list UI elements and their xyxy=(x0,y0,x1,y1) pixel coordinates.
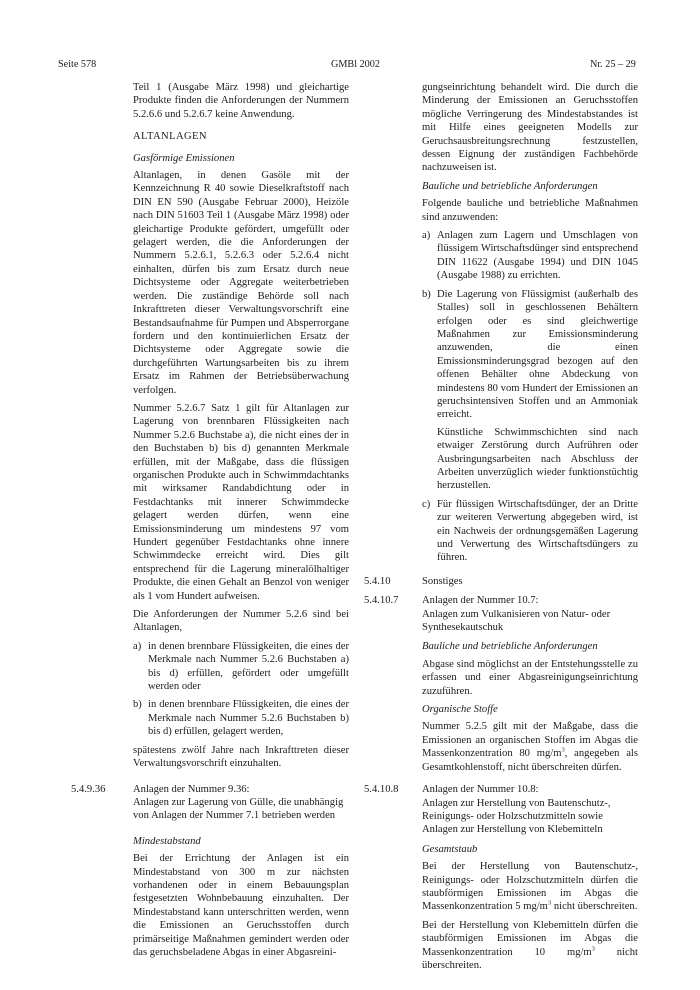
superscript: 3 xyxy=(561,746,565,754)
list-item xyxy=(422,229,638,283)
list-item xyxy=(422,498,638,565)
list-label: c) xyxy=(422,498,431,510)
text-run: nicht überschreiten. xyxy=(551,901,638,913)
heading-organische-stoffe: Organische Stoffe xyxy=(422,704,498,716)
paragraph: Teil 1 (Ausgabe März 1998) und gleichartige Produkte finden die Anforderungen der Nummern 5.2.6.6 und 5.2.6.7 keine Anwendung. xyxy=(133,82,349,120)
section-5-4-10 xyxy=(364,575,638,588)
list-item xyxy=(422,288,638,493)
section-number: 5.4.10.7 xyxy=(364,595,399,607)
paragraph xyxy=(422,860,638,914)
section-subtitle: Anlagen zur Herstellung von Bautenschutz-, Reinigungs- oder Holzschutzmitteln sowie Anlagen zur Herstellung von Klebemitteln xyxy=(422,797,611,836)
list-text: in denen brennbare Flüssigkeiten, die eines der Merkmale nach Nummer 5.2.6 Buchstaben a) bis d) erfüllen, gefördert oder umgefüllt werden oder xyxy=(148,640,349,693)
paragraph xyxy=(422,720,638,774)
text-run: , angegeben als Gesamtkohlenstoff, nicht überschreiten dürfen. xyxy=(422,748,638,773)
section-subtitle: Anlagen zur Lagerung von Gülle, die unabhängig von Anlagen der Nummer 7.1 betrieben werden xyxy=(133,796,344,822)
list-label: a) xyxy=(133,640,142,652)
list-text: Für flüssigen Wirtschaftsdünger, der an Dritte zur weiteren Verwertung abgegeben wird, ist ein Nachweis der ordnungsgemäßen Lagerung und Verwertung des Wirtschaftsdüngers zu führen. xyxy=(437,498,638,564)
text-run: Nummer 5.2.5 gilt mit der Maßgabe, dass die Emissionen an organischen Stoffen im Abgas die Massenkonzentration 80 mg/m xyxy=(422,721,638,760)
section-title: Anlagen der Nummer 10.7: xyxy=(422,595,539,607)
list-text: in denen brennbare Flüssigkeiten, die eines der Merkmale nach Nummer 5.2.6 Buchstaben b) bis d) erfüllen, gelagert werden, xyxy=(148,699,349,738)
section-5-4-10-8 xyxy=(364,783,638,837)
header-page-number: Seite 578 xyxy=(58,59,97,70)
list-label: a) xyxy=(422,230,431,242)
paragraph: Folgende bauliche und betriebliche Maßnahmen sind anzuwenden: xyxy=(422,198,638,223)
superscript: 3 xyxy=(591,945,595,953)
paragraph: spätestens zwölf Jahre nach Inkrafttreten dieser Verwaltungsvorschrift einzuhalten. xyxy=(133,744,349,770)
paragraph: Bei der Errichtung der Anlagen ist ein Mindestabstand von 300 m zur nächsten vorhandenen oder in einem Bebauungsplan festgesetzten Wohnbebauung einzuhalten. Der Mindestabstand kann unterschritten werden, wenn die Emissionen an Geruchsstoffen durch primärseitige Maßnahmen gemindert werden oder das geruchsbeladene Abgas in einer Abgasreini- xyxy=(133,853,349,958)
section-title: Sonstiges xyxy=(422,575,463,587)
left-column xyxy=(71,81,349,964)
paragraph: Nummer 5.2.6.7 Satz 1 gilt für Altanlagen zur Lagerung von brennbaren Flüssigkeiten nach Nummer 5.2.6 Buchstabe a), die nicht eines der in den Buchstaben b) bis d) genannten Merkmale erfüllen, mit der Maßgabe, dass die flüssigen organischen Produkte auch in Schwimmdachtanks mit wirksamer Randabdichtung oder in Festdachtanks mit innerer Schwimmdecke gelagert werden dürfen, wenn eine Emissionsminderung um mindestens 97 vom Hundert gegenüber Festdachtanks ohne innere Schwimmdecke erreicht wird. Dies gilt entsprechend für die Lagerung mineralölhaltiger Produkte, die einen Gehalt an Benzol von weniger als 1 vom Hundert aufweisen. xyxy=(133,402,349,602)
section-title: Anlagen der Nummer 10.8: xyxy=(422,784,539,796)
heading-bauliche-anforderungen: Bauliche und betriebliche Anforderungen xyxy=(422,641,598,653)
section-title: Anlagen der Nummer 9.36: xyxy=(133,783,250,795)
heading-gasfoermige-emissionen: Gasförmige Emissionen xyxy=(133,152,235,164)
list-text: Anlagen zum Lagern und Umschlagen von flüssigem Wirtschaftsdünger sind entsprechend DIN 11622 (Ausgabe 1994) und DIN 1045 (Ausgabe 1988) zu errichten. xyxy=(437,230,638,282)
heading-gesamtstaub: Gesamtstaub xyxy=(422,843,478,855)
list-item xyxy=(133,698,349,738)
section-subtitle: Anlagen zum Vulkanisieren von Natur- oder Synthesekautschuk xyxy=(422,608,611,634)
heading-mindestabstand: Mindestabstand xyxy=(133,835,201,847)
list-item xyxy=(133,640,349,694)
header-issue: Nr. 25 – 29 xyxy=(590,59,636,70)
section-5-4-9-36 xyxy=(71,783,349,823)
list-text: Die Lagerung von Flüssigmist (außerhalb des Stalles) soll in geschlossenen Behältern erfolgen oder es sind gleichwertige Maßnahmen zur Emissionsminderung anzuwenden, die einen Emissionsminderungsgrad bezogen auf den offenen Behälter ohne Abdeckung von mindestens 80 vom Hundert der Emissionen an geruchsintensiven Stoffen und an Ammoniak erreicht. xyxy=(437,288,638,421)
list-subparagraph: Künstliche Schwimmschichten sind nach etwaiger Zerstörung durch Aufrühren oder Ausbringungsarbeiten nach Abschluss der Arbeiten unverzüglich wieder funktionstüchtig herzustellen. xyxy=(437,426,638,492)
text-run: nicht überschreiten. xyxy=(422,946,638,971)
text-run: Bei der Herstellung von Bautenschutz-, Reinigungs- oder Holzschutzmitteln dürfen die staubförmigen Emissionen im Abgas die Massenkonzentration 5 mg/m xyxy=(422,861,638,913)
text-run: Bei der Herstellung von Klebemitteln dürfen die staubförmigen Emissionen im Abgas die Massenkonzentration 10 mg/m xyxy=(422,919,638,958)
section-number: 5.4.10.8 xyxy=(364,784,399,796)
section-number: 5.4.10 xyxy=(364,575,391,587)
heading-bauliche-anforderungen: Bauliche und betriebliche Anforderungen xyxy=(422,180,598,192)
paragraph xyxy=(422,919,638,973)
heading-altanlagen: ALTANLAGEN xyxy=(133,131,207,143)
paragraph: Die Anforderungen der Nummer 5.2.6 sind bei Altanlagen, xyxy=(133,609,349,634)
header-journal: GMBl 2002 xyxy=(331,59,380,70)
paragraph: Abgase sind möglichst an der Entstehungsstelle zu erfassen und einer Abgasreinigungseinrichtung zuzuführen. xyxy=(422,658,638,697)
paragraph: gungseinrichtung behandelt wird. Die durch die Minderung der Emissionen an Geruchsstoffen mögliche Verringerung des Mindestabstandes ist mit Hilfe eines geeigneten Modells zur Geruchsausbreitungsrechnung festzustellen, dessen Eignung der zuständigen Fachbehörde nachzuweisen ist. xyxy=(422,82,638,174)
list-body xyxy=(437,288,638,493)
paragraph: Altanlagen, in denen Gasöle mit der Kennzeichnung R 40 sowie Dieselkraftstoff nach DIN EN 590 (Ausgabe Februar 2000), Heizöle nach DIN 51603 Teil 1 (Ausgabe März 1998) oder gleichartige Produkte gefördert, umgefüllt oder gelagert werden, die die Anforderungen der Nummern 5.2.6.1, 5.2.6.3 oder 5.2.6.4 nicht einhalten, dürfen bis zum Ersatz durch neue Dichtsysteme oder Aggregate weiterbetrieben werden. Die zuständige Behörde soll nach Inkrafttreten dieser Verwaltungsvorschrift eine Bestandsaufnahme für Pumpen und Absperrorgane fordern und den kontinuierlichen Ersatz der Dichtsysteme oder Aggregate sowie die durchgeführten Wartungsarbeiten bis zu ihrem Ersatz im Rahmen der Betriebsüberwachung verfolgen. xyxy=(133,170,349,396)
list-label: b) xyxy=(422,288,431,300)
list-label: b) xyxy=(133,699,142,711)
section-5-4-10-7 xyxy=(364,594,638,634)
superscript: 3 xyxy=(547,899,552,907)
right-column xyxy=(364,81,638,977)
section-number: 5.4.9.36 xyxy=(71,783,106,795)
